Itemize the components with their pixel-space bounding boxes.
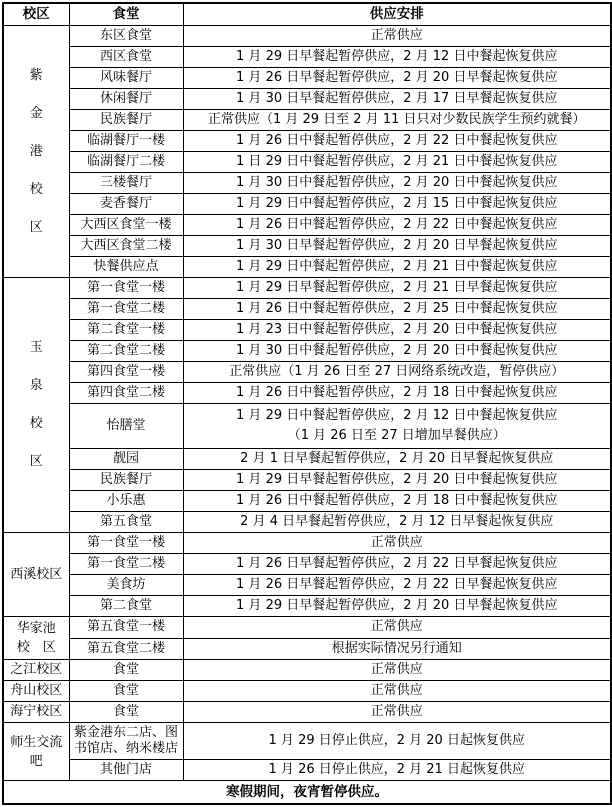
hall-cell: 第二食堂	[69, 596, 183, 617]
schedule-cell: 1 月 30 日中餐起暂停供应，2 月 20 日中餐起恢复供应	[183, 173, 611, 194]
hall-cell: 靓园	[69, 449, 183, 470]
table-row	[3, 152, 611, 173]
schedule-cell: 1 月 26 日中餐起暂停供应，2 月 22 日中餐起恢复供应	[183, 131, 611, 152]
schedule-cell: 2 月 1 日早餐起暂停供应，2 月 20 日早餐起恢复供应	[183, 449, 611, 470]
campus-cell	[3, 660, 69, 681]
header-campus: 校区	[3, 3, 69, 26]
hall-cell: 风味餐厅	[69, 68, 183, 89]
schedule-cell: 2 月 4 日早餐起暂停供应，2 月 12 日早餐起恢复供应	[183, 512, 611, 533]
hall-cell: 三楼餐厅	[69, 173, 183, 194]
table-row	[3, 131, 611, 152]
header-schedule: 供应安排	[183, 3, 611, 26]
schedule-cell: 1 月 29 日早餐起暂停供应，2 月 12 日中餐起恢复供应	[183, 47, 611, 68]
schedule-cell: 1 月 29 日早餐起暂停供应，2 月 20 日早餐起恢复供应	[183, 596, 611, 617]
hall-cell: 第二食堂二楼	[69, 341, 183, 362]
table-row	[3, 681, 611, 702]
hall-cell: 东区食堂	[69, 26, 183, 47]
campus-cell	[3, 617, 69, 660]
campus-label-line: 师生交流	[10, 734, 63, 750]
hall-cell: 第二食堂一楼	[69, 320, 183, 341]
hall-cell: 第一食堂二楼	[69, 299, 183, 320]
schedule-cell: 1 月 26 日中餐起暂停供应，2 月 22 日中餐起恢复供应	[183, 215, 611, 236]
schedule-cell: 正常供应	[183, 26, 611, 47]
hall-cell: 西区食堂	[69, 47, 183, 68]
schedule-cell: 正常供应（1 月 29 日至 2 月 11 日只对少数民族学生预约就餐）	[183, 110, 611, 131]
hall-cell: 第五食堂一楼	[69, 617, 183, 639]
table-row	[3, 278, 611, 299]
schedule-cell: 1 月 29 日早餐起暂停供应，2 月 20 日中餐起恢复供应	[183, 470, 611, 491]
hall-cell: 第一食堂二楼	[69, 554, 183, 575]
table-row	[3, 404, 611, 449]
schedule-cell: 1 月 26 日中餐起暂停供应，2 月 18 日中餐起恢复供应	[183, 383, 611, 404]
table-row	[3, 26, 611, 47]
table-row	[3, 638, 611, 660]
hall-cell: 第一食堂一楼	[69, 278, 183, 299]
hall-cell: 其他门店	[69, 760, 183, 781]
schedule-cell: 正常供应	[183, 660, 611, 681]
table-row	[3, 617, 611, 639]
table-row	[3, 341, 611, 362]
schedule-cell: 1 日 29 日中餐起暂停供应，2 月 21 日中餐起恢复供应	[183, 152, 611, 173]
table-row	[3, 89, 611, 110]
hall-cell: 临湖餐厅一楼	[69, 131, 183, 152]
schedule-cell: 1 月 26 日早餐起暂停供应，2 月 22 日早餐起恢复供应	[183, 554, 611, 575]
hall-cell: 小乐惠	[69, 491, 183, 512]
schedule-cell: 正常供应	[183, 533, 611, 554]
table-row	[3, 575, 611, 596]
schedule-cell: 正常供应（1 月 26 日至 27 日网络系统改造，暂停供应）	[183, 362, 611, 383]
table-row	[3, 299, 611, 320]
dining-schedule-table	[2, 2, 612, 805]
schedule-cell: 1 月 29 日早餐起暂停供应，2 月 21 日早餐起恢复供应	[183, 278, 611, 299]
schedule-cell: 1 月 26 日中餐起暂停供应，2 月 25 日中餐起恢复供应	[183, 299, 611, 320]
table-row	[3, 110, 611, 131]
table-row	[3, 320, 611, 341]
table-row	[3, 47, 611, 68]
campus-cell	[3, 278, 69, 533]
schedule-cell: 1 月 30 日早餐起暂停供应，2 月 20 日早餐起恢复供应	[183, 236, 611, 257]
schedule-cell: 1 月 26 日早餐起暂停供应，2 月 22 日早餐起恢复供应	[183, 575, 611, 596]
campus-label-line: 吧	[29, 753, 43, 769]
table-row	[3, 491, 611, 512]
hall-cell: 麦香餐厅	[69, 194, 183, 215]
table-row	[3, 383, 611, 404]
table-row	[3, 554, 611, 575]
table-row	[3, 723, 611, 760]
hall-cell: 快餐供应点	[69, 257, 183, 278]
table-row	[3, 194, 611, 215]
schedule-cell: 1 月 29 日停止供应，2 月 20 日起恢复供应	[183, 723, 611, 760]
hall-cell: 休闲餐厅	[69, 89, 183, 110]
table-row	[3, 173, 611, 194]
schedule-cell: 1 月 26 日停止供应，2 月 21 日起恢复供应	[183, 760, 611, 781]
campus-cell	[3, 702, 69, 723]
hall-cell: 第五食堂	[69, 512, 183, 533]
campus-label-line: 华家池	[16, 621, 56, 636]
schedule-cell: 1 月 26 日中餐起暂停供应，2 月 18 日中餐起恢复供应	[183, 491, 611, 512]
hall-cell: 紫金港东二店、图书馆店、纳米楼店	[69, 723, 183, 760]
hall-cell: 大西区食堂一楼	[69, 215, 183, 236]
campus-cell	[3, 681, 69, 702]
campus-cell	[3, 533, 69, 617]
table-row	[3, 512, 611, 533]
campus-label: 玉泉校区	[29, 340, 43, 469]
schedule-cell: 正常供应	[183, 681, 611, 702]
schedule-cell: 1 月 23 日中餐起暂停供应，2 月 20 日中餐起恢复供应	[183, 320, 611, 341]
table-row	[3, 236, 611, 257]
schedule-cell: 根据实际情况另行通知	[183, 638, 611, 660]
schedule-cell: 正常供应	[183, 702, 611, 723]
hall-cell: 第五食堂二楼	[69, 638, 183, 660]
campus-label: 紫金港校区	[29, 67, 43, 235]
hall-cell: 第四食堂二楼	[69, 383, 183, 404]
campus-label: 舟山校区	[10, 683, 63, 698]
schedule-cell: 1 月 30 日中餐起暂停供应，2 月 20 日中餐起恢复供应	[183, 341, 611, 362]
table-row	[3, 362, 611, 383]
table-row	[3, 257, 611, 278]
hall-cell: 食堂	[69, 681, 183, 702]
hall-cell: 食堂	[69, 702, 183, 723]
hall-cell: 第一食堂一楼	[69, 533, 183, 554]
hall-cell: 美食坊	[69, 575, 183, 596]
table-row	[3, 449, 611, 470]
table-row	[3, 533, 611, 554]
header-row	[3, 3, 611, 26]
schedule-cell: 1 月 26 日早餐起暂停供应，2 月 20 日早餐起恢复供应	[183, 68, 611, 89]
hall-cell: 第四食堂一楼	[69, 362, 183, 383]
hall-cell: 临湖餐厅二楼	[69, 152, 183, 173]
schedule-cell: 1 月 29 日中餐起暂停供应，2 月 21 日中餐起恢复供应	[183, 257, 611, 278]
campus-cell	[3, 26, 69, 278]
footer-row	[3, 781, 611, 805]
schedule-cell: 1 月 30 日早餐起暂停供应，2 月 17 日早餐起恢复供应	[183, 89, 611, 110]
campus-label: 之江校区	[10, 662, 63, 677]
table-row	[3, 702, 611, 723]
hall-cell: 民族餐厅	[69, 110, 183, 131]
schedule-cell: 1 月 29 日中餐起暂停供应，2 月 15 日中餐起恢复供应	[183, 194, 611, 215]
hall-cell: 民族餐厅	[69, 470, 183, 491]
table-row	[3, 660, 611, 681]
schedule-line: （1 月 26 日至 27 日增加早餐供应）	[287, 428, 506, 443]
table-row	[3, 760, 611, 781]
hall-cell: 怡膳堂	[69, 404, 183, 449]
schedule-cell: 正常供应	[183, 617, 611, 639]
table-row	[3, 68, 611, 89]
table-row	[3, 215, 611, 236]
footer-note: 寒假期间，夜宵暂停供应。	[3, 781, 611, 805]
schedule-line: 1 月 29 日中餐起暂停供应，2 月 12 日中餐起恢复供应	[236, 408, 558, 423]
table-row	[3, 596, 611, 617]
campus-label-line: 校 区	[16, 640, 56, 655]
campus-label: 西溪校区	[10, 566, 63, 582]
schedule-cell	[183, 404, 611, 449]
campus-cell	[3, 723, 69, 781]
hall-cell: 食堂	[69, 660, 183, 681]
hall-cell: 大西区食堂二楼	[69, 236, 183, 257]
header-hall: 食堂	[69, 3, 183, 26]
table-row	[3, 470, 611, 491]
campus-label: 海宁校区	[10, 704, 63, 719]
